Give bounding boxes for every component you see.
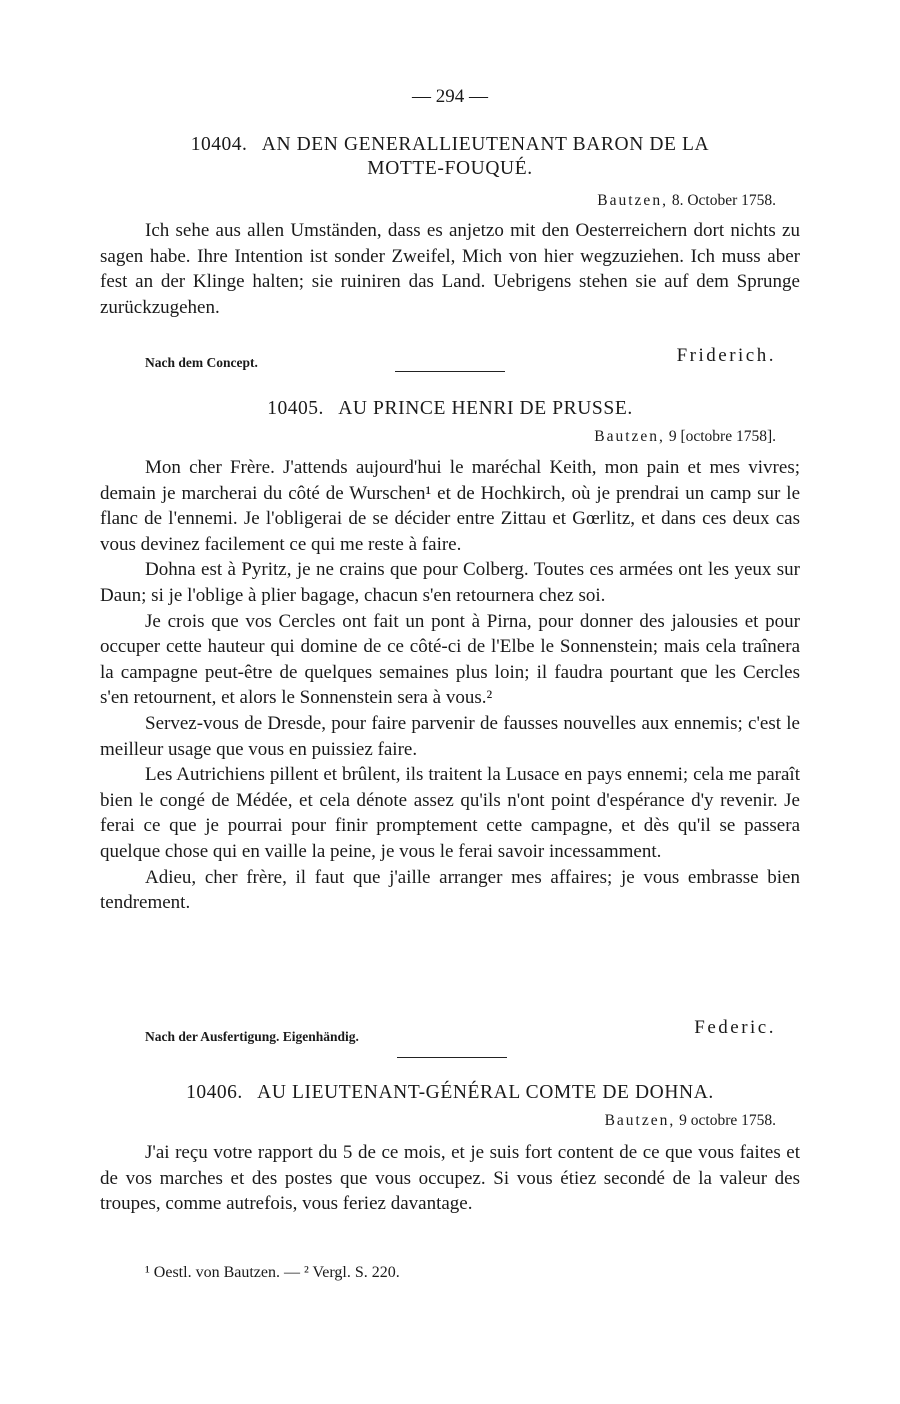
- letter-title: AU LIEUTENANT-GÉNÉRAL COMTE DE DOHNA.: [257, 1082, 714, 1103]
- paragraph: Mon cher Frère. J'attends aujourd'hui le maréchal Keith, mon pain et mes vivres; demain je marcherai du côté de Wurschen¹ et de Hochkirch, où je prendrai un camp sur le flanc de l'ennemi. Je l'obligerai de se décider entre Zittau et Gœrlitz, et dans ces deux cas vous devinez facilement ce qui me reste à faire.: [100, 457, 800, 555]
- paragraph: Ich sehe aus allen Umständen, dass es anjetzo mit den Oesterreichern dort nichts zu sagen habe. Ihre Intention ist sonder Zweifel, Mich von hier wegzuziehen. Ich muss aber fest an der Klinge halten; sie ruiniren das Land. Uebrigens stehen sie auf dem Sprunge zurückzugehen.: [100, 220, 800, 318]
- dateline-date: 9 octobre 1758.: [679, 1112, 776, 1129]
- letter-title: AU PRINCE HENRI DE PRUSSE.: [338, 398, 633, 419]
- letter-dateline-10405: [594, 428, 776, 446]
- divider-rule: [395, 371, 505, 372]
- letter-body-10404: [100, 218, 800, 320]
- dateline-date: 8. October 1758.: [671, 192, 776, 209]
- paragraph: Servez-vous de Dresde, pour faire parvenir de fausses nouvelles aux ennemis; c'est le meilleur usage que vous en puissiez faire.: [100, 712, 800, 760]
- letter-heading-10405: [100, 397, 800, 421]
- letter-title-line1: AN DEN GENERALLIEUTENANT BARON DE LA: [261, 134, 710, 155]
- footnotes: ¹ Oestl. von Bautzen. — ² Vergl. S. 220.: [145, 1264, 400, 1281]
- letter-body-10406: [100, 1140, 800, 1217]
- dateline-place: Bautzen,: [604, 1112, 676, 1129]
- letter-dateline-10406: [605, 1112, 776, 1130]
- paragraph: J'ai reçu votre rapport du 5 de ce mois, et je suis fort content de ce que vous faites et de vos marches et des postes que vous occupez. Si vous étiez secondé de la valeur des troupes, comme autrefois, vous feriez davantage.: [100, 1142, 800, 1215]
- dateline-date: 9 [octobre 1758].: [668, 428, 776, 445]
- paragraph: Je crois que vos Cercles ont fait un pont à Pirna, pour donner des jalousies et pour occuper cette hauteur qui domine de ce côté-ci de l'Elbe le Sonnenstein; mais cela traînera la campagne peut-être de quelques semaines plus loin; il faudra pourtant que les Cercles s'en retournent, et alors le Sonnenstein sera à vous.²: [100, 610, 800, 709]
- letter-number: 10405.: [267, 398, 324, 419]
- divider-rule: [397, 1057, 507, 1058]
- letter-number: 10406.: [186, 1082, 243, 1103]
- paragraph: Les Autrichiens pillent et brûlent, ils traitent la Lusace en pays ennemi; cela me paraît bien le congé de Médée, et cela dénote assez qu'ils n'ont point d'espérance d'y revenir. Je ferai ce que je pourrai pour finir promptement cette campagne, et dès qu'il se passera quelque chose qui en vaille la peine, je vous le ferai savoir incessamment.: [100, 764, 800, 862]
- letter-number: 10404.: [190, 134, 248, 155]
- paragraph: Dohna est à Pyritz, je ne crains que pour Colberg. Toutes ces armées ont les yeux sur Daun; si je l'oblige à plier bagage, chacun s'en retournera chez soi.: [100, 559, 800, 606]
- letter-source-10405: Nach der Ausfertigung. Eigenhändig.: [145, 1029, 359, 1044]
- letter-signature-10404: Friderich.: [676, 345, 776, 366]
- letter-signature-10405: Federic.: [694, 1017, 776, 1038]
- letter-heading-10406: [100, 1081, 800, 1105]
- page-number: — 294 —: [412, 86, 488, 107]
- letter-source-10404: Nach dem Concept.: [145, 355, 258, 370]
- letter-dateline-10404: [597, 192, 776, 210]
- dateline-place: Bautzen,: [597, 192, 668, 209]
- dateline-place: Bautzen,: [594, 428, 665, 445]
- letter-heading-10404: [100, 133, 800, 181]
- letter-title-line2: MOTTE-FOUQUÉ.: [367, 158, 533, 179]
- letter-body-10405: [100, 455, 800, 916]
- paragraph: Adieu, cher frère, il faut que j'aille arranger mes affaires; je vous embrasse bien tendrement.: [100, 866, 800, 914]
